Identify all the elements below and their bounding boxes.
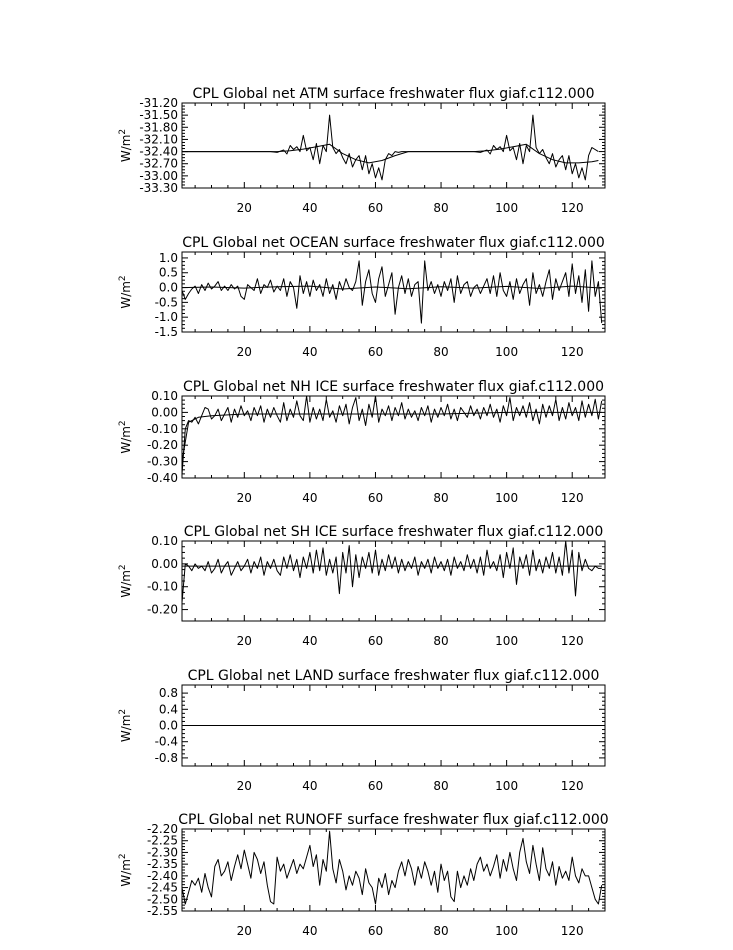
y-tick-label: -0.30: [146, 454, 178, 469]
y-axis-label: [118, 564, 133, 597]
y-tick-label: 0.0: [158, 718, 178, 733]
y-tick-label: -32.10: [139, 132, 178, 147]
x-tick-label: 80: [433, 201, 449, 215]
y-tick-label: -0.10: [146, 421, 178, 436]
y-tick-label: 0.10: [151, 534, 178, 548]
x-tick-label: 80: [433, 779, 449, 793]
y-tick-label: 0.0: [158, 280, 178, 295]
y-tick-label: -2.30: [146, 845, 178, 860]
x-tick-label: 60: [367, 491, 384, 505]
x-tick-label: 60: [367, 924, 384, 938]
y-tick-label: -31.80: [139, 120, 178, 135]
x-tick-label: 80: [433, 345, 449, 359]
x-tick-label: 120: [560, 924, 584, 938]
x-tick-label: 40: [302, 491, 318, 505]
x-tick-label: 60: [367, 345, 384, 359]
y-tick-label: -1.5: [154, 325, 178, 339]
x-tick-label: 20: [236, 779, 252, 793]
plot-frame: [182, 829, 605, 911]
y-tick-label: -0.4: [154, 734, 178, 749]
plot-frame: [182, 103, 605, 188]
x-tick-label: 40: [302, 201, 318, 215]
y-tick-label: 0.8: [158, 686, 178, 701]
x-tick-label: 100: [495, 201, 519, 215]
x-tick-label: 120: [560, 779, 584, 793]
x-tick-label: 20: [236, 201, 252, 215]
plot-frame: [182, 541, 605, 621]
panel-1: [118, 86, 605, 215]
x-tick-label: 120: [560, 634, 584, 648]
y-tick-label: -2.20: [146, 822, 178, 836]
y-tick-label: -0.10: [146, 579, 178, 594]
x-tick-label: 80: [433, 634, 449, 648]
x-tick-label: 60: [367, 201, 384, 215]
y-tick-label: -0.20: [146, 438, 178, 453]
y-tick-label: -33.00: [139, 168, 178, 183]
x-tick-label: 100: [495, 779, 519, 793]
x-tick-label: 120: [560, 201, 584, 215]
series-line-1: [182, 831, 602, 904]
y-tick-label: -0.40: [146, 471, 178, 485]
y-axis-label-unit: W/m: [119, 281, 133, 309]
x-tick-label: 80: [433, 491, 449, 505]
y-tick-label: -2.25: [146, 833, 178, 848]
y-tick-label: 0.00: [151, 556, 178, 571]
y-axis-label-exponent: 2: [118, 564, 128, 571]
series-line-1: [182, 261, 602, 323]
plot-title: CPL Global net OCEAN surface freshwater flux giaf.c112.000: [182, 235, 605, 251]
y-tick-label: 0.00: [151, 405, 178, 420]
x-tick-label: 100: [495, 491, 519, 505]
x-tick-label: 120: [560, 345, 584, 359]
y-tick-label: -2.45: [146, 880, 178, 895]
x-tick-label: 40: [302, 345, 318, 359]
y-tick-label: -31.20: [139, 96, 178, 110]
panel-2: [118, 235, 605, 359]
x-tick-label: 40: [302, 634, 318, 648]
y-tick-label: -31.50: [139, 108, 178, 123]
y-tick-label: 0.5: [158, 265, 178, 280]
y-axis-label-unit: W/m: [119, 134, 133, 163]
panel-6: [118, 812, 609, 938]
y-tick-label: -2.40: [146, 868, 178, 883]
y-axis-label-unit: W/m: [119, 426, 133, 454]
y-axis-label-exponent: 2: [118, 275, 128, 282]
panel-3: [118, 379, 605, 505]
plot-title: CPL Global net RUNOFF surface freshwater flux giaf.c112.000: [178, 812, 609, 828]
x-tick-label: 100: [495, 924, 519, 938]
y-tick-label: -1.0: [154, 310, 178, 325]
y-axis-label-exponent: 2: [118, 128, 128, 135]
plot-title: CPL Global net LAND surface freshwater flux giaf.c112.000: [187, 668, 600, 684]
series-line-1: [182, 115, 598, 180]
y-tick-label: 0.10: [151, 389, 178, 403]
panel-4: [118, 524, 605, 648]
x-tick-label: 20: [236, 924, 252, 938]
y-tick-label: -32.70: [139, 156, 178, 171]
y-axis-label: [118, 709, 133, 742]
x-tick-label: 60: [367, 634, 384, 648]
x-tick-label: 120: [560, 491, 584, 505]
y-tick-label: 0.4: [158, 702, 178, 717]
x-tick-label: 80: [433, 924, 449, 938]
x-tick-label: 40: [302, 779, 318, 793]
y-axis-label-exponent: 2: [118, 853, 128, 860]
y-tick-label: 1.0: [158, 250, 178, 265]
series-line-1: [182, 541, 602, 603]
x-tick-label: 20: [236, 345, 252, 359]
y-tick-label: -32.40: [139, 144, 178, 159]
y-tick-label: -2.50: [146, 892, 178, 907]
x-tick-label: 40: [302, 924, 318, 938]
y-axis-label: [118, 275, 133, 308]
y-tick-label: -0.8: [154, 750, 178, 765]
y-axis-label-unit: W/m: [119, 570, 133, 598]
plot-title: CPL Global net SH ICE surface freshwater flux giaf.c112.000: [183, 524, 604, 540]
plot-title: CPL Global net NH ICE surface freshwater flux giaf.c112.000: [182, 379, 605, 395]
y-tick-label: -0.5: [154, 295, 178, 310]
y-tick-label: -33.30: [139, 181, 178, 195]
y-tick-label: -2.55: [146, 904, 178, 918]
y-axis-label: [118, 129, 133, 162]
x-tick-label: 100: [495, 345, 519, 359]
y-axis-label-unit: W/m: [119, 859, 133, 887]
panel-5: [118, 668, 605, 793]
y-axis-label: [118, 853, 133, 886]
series-line-1: [182, 396, 602, 475]
x-tick-label: 20: [236, 491, 252, 505]
x-tick-label: 100: [495, 634, 519, 648]
x-tick-label: 60: [367, 779, 384, 793]
y-tick-label: -0.20: [146, 602, 178, 617]
plot-title: CPL Global net ATM surface freshwater flux giaf.c112.000: [192, 86, 595, 102]
y-axis-label-unit: W/m: [119, 714, 133, 743]
x-tick-label: 20: [236, 634, 252, 648]
y-axis-label-exponent: 2: [118, 708, 128, 715]
y-tick-label: -2.35: [146, 857, 178, 872]
y-axis-label: [118, 420, 133, 453]
y-axis-label-exponent: 2: [118, 420, 128, 427]
